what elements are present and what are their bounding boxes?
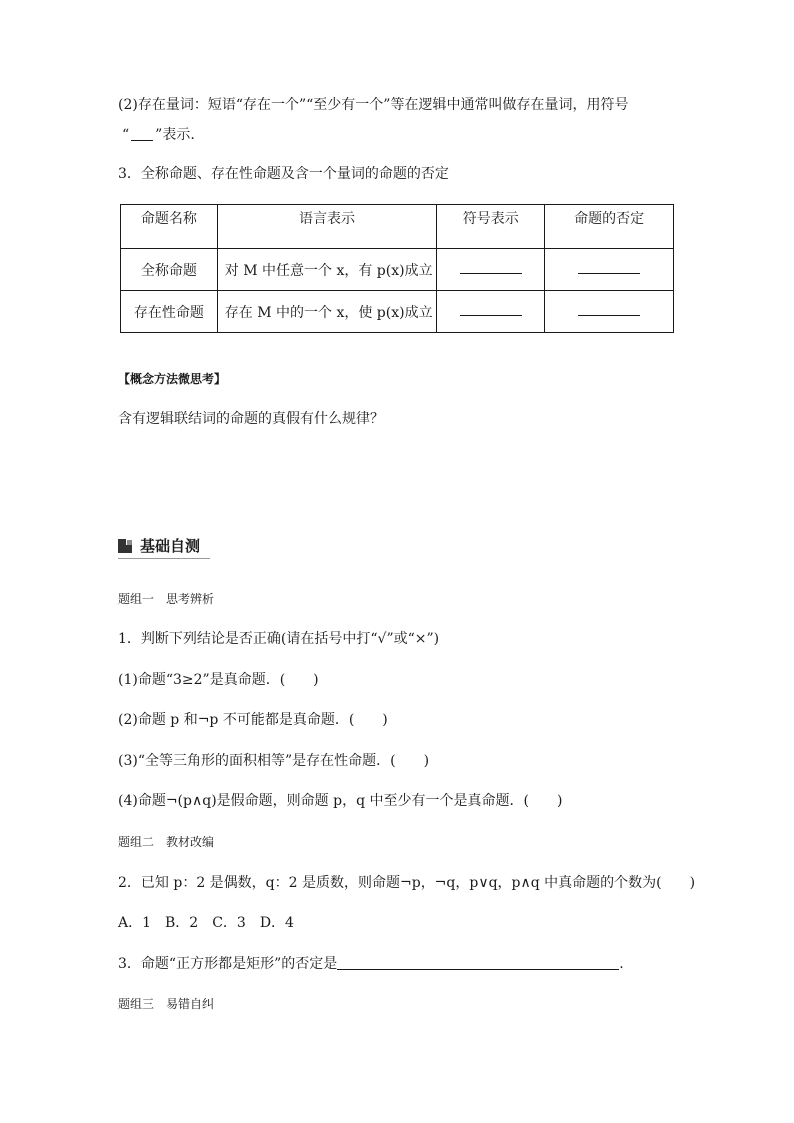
section-header [118,537,210,559]
answer-blank [460,303,522,316]
table-row [121,291,674,333]
group-1-heading: 题组一 思考辨析 [118,592,215,606]
table-header-row [121,205,674,249]
item-3-heading: 3．全称命题、存在性命题及含一个量词的命题的否定 [118,166,449,182]
header-cell: 命题名称 [121,205,218,249]
table-row [121,249,674,291]
negation-blank-cell [545,249,674,291]
answer-blank [460,261,522,274]
open-quote: “ [122,127,130,143]
header-cell: 符号表示 [437,205,545,249]
symbol-blank-cell [437,291,545,333]
question-1-item: (4)命题¬(p∧q)是假命题，则命题 p，q 中至少有一个是真命题．( ) [118,793,563,809]
answer-blank [578,303,640,316]
row-statement-cell: 对 M 中任意一个 x，有 p(x)成立 [217,249,437,291]
question-3 [118,955,624,973]
answer-blank [337,955,619,970]
section-title: 基础自测 [140,537,201,555]
answer-blank [578,261,640,274]
question-1-item: (1)命题“3≥2”是真命题．( ) [118,672,319,688]
question-1-item: (2)命题 p 和¬p 不可能都是真命题．( ) [118,712,388,728]
row-statement-cell: 存在 M 中的一个 x，使 p(x)成立 [217,291,437,333]
header-cell: 语言表示 [217,205,437,249]
quantifier-table [120,204,674,333]
group-2-heading: 题组二 教材改编 [118,835,215,849]
para-existential-symbol [122,126,195,144]
question-2-stem: 2．已知 p：2 是偶数，q：2 是质数，则命题¬p，¬q，p∨q，p∧q 中真命题的个数为( ) [118,875,696,891]
row-name-cell: 全称命题 [121,249,218,291]
row-name-cell: 存在性命题 [121,291,218,333]
question-1-item: (3)“全等三角形的面积相等”是存在性命题．( ) [118,753,430,769]
question-3-stem: 3．命题“正方形都是矩形”的否定是 [118,956,338,972]
group-3-heading: 题组三 易错自纠 [118,997,215,1011]
question-1-stem: 1．判断下列结论是否正确(请在括号中打“√”或“×”) [118,631,440,647]
symbol-blank-cell [437,249,545,291]
para-existential-quantifier: (2)存在量词：短语“存在一个”“至少有一个”等在逻辑中通常叫做存在量词，用符号 [118,97,629,113]
concept-question: 含有逻辑联结词的命题的真假有什么规律？ [118,411,384,427]
concept-heading: 【概念方法微思考】 [118,372,227,386]
question-2-options: A．1 B．2 C．3 D．4 [118,915,294,931]
negation-blank-cell [545,291,674,333]
symbol-blank [131,126,153,141]
close-quote-text: ”表示. [155,127,195,143]
header-cell: 命题的否定 [545,205,674,249]
question-3-end: . [619,956,624,972]
section-square-icon [118,539,132,553]
section-underline [118,558,210,559]
